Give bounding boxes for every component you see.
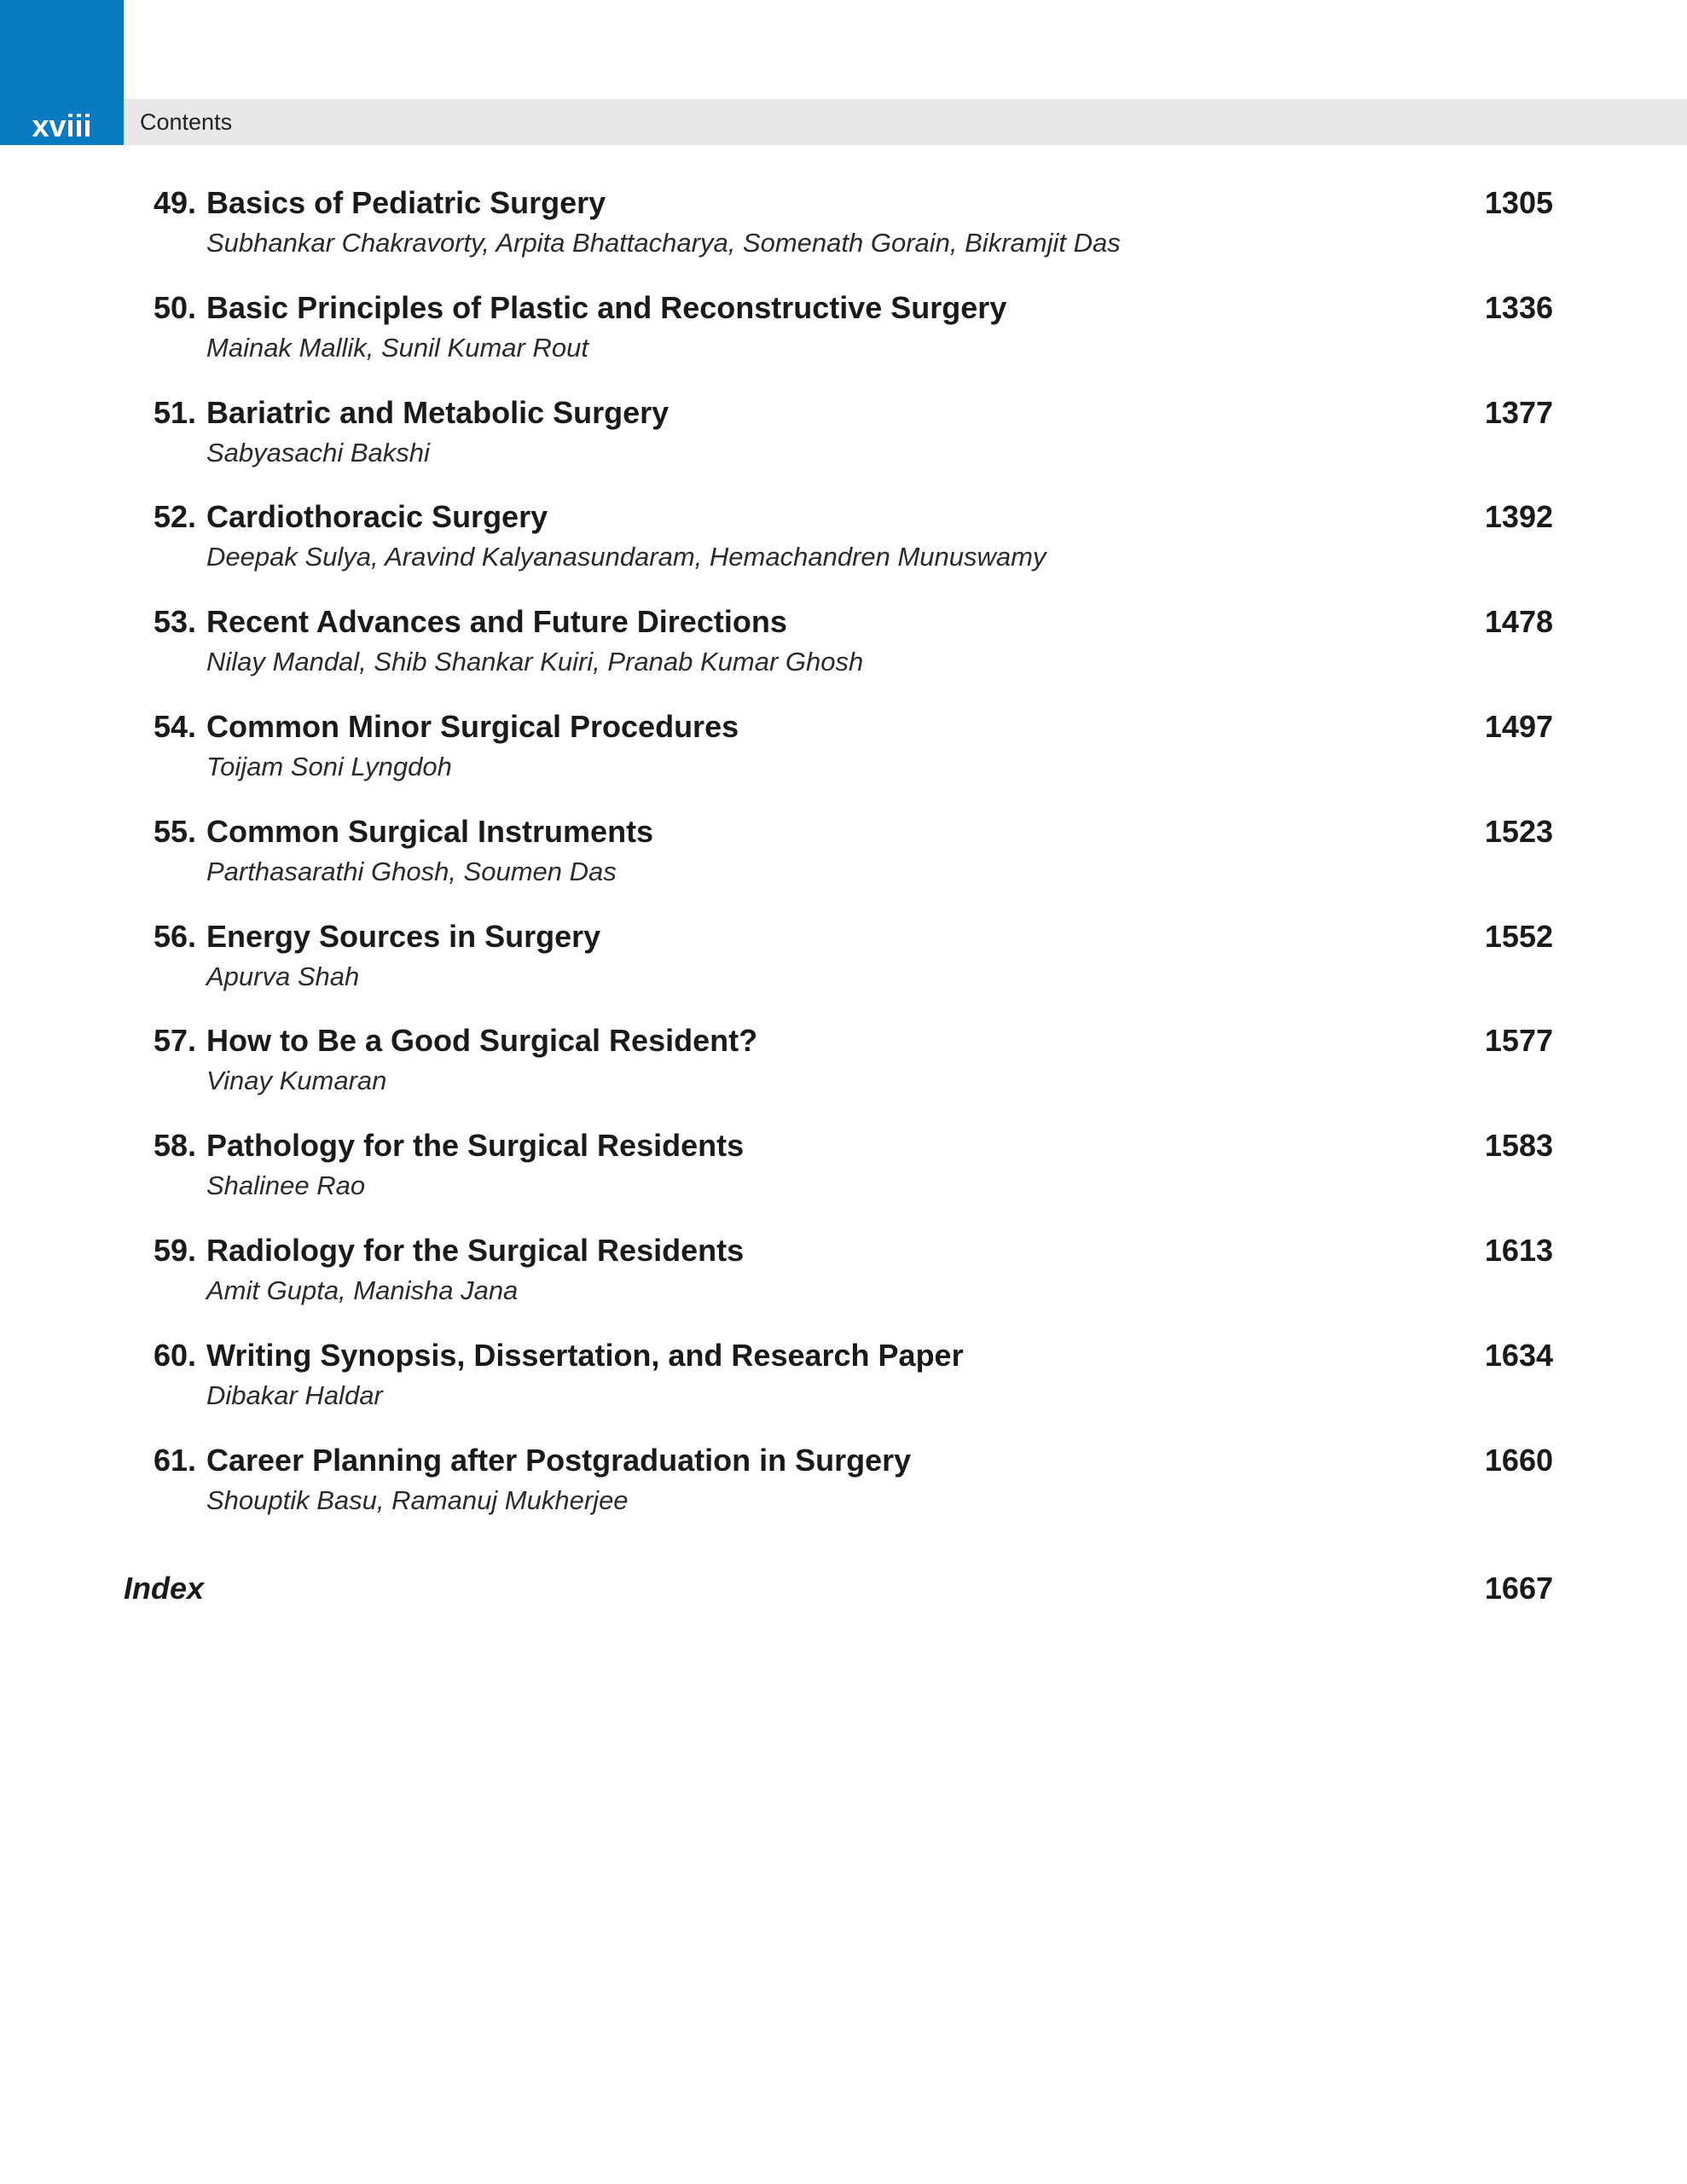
chapter-title[interactable]: Bariatric and Metabolic Surgery [206,394,670,430]
chapter-authors: Sabyasachi Bakshi [206,437,430,468]
page-number: xviii [32,108,92,143]
chapter-page: 1305 [1484,185,1553,220]
chapter-authors: Shalinee Rao [206,1170,366,1201]
toc-entry[interactable] [0,286,1687,391]
chapter-title[interactable]: Common Minor Surgical Procedures [206,708,739,744]
chapter-title[interactable]: Writing Synopsis, Dissertation, and Research Paper [206,1337,964,1373]
toc-entry[interactable] [0,1333,1687,1438]
chapter-page: 1478 [1484,604,1553,640]
chapter-authors: Dibakar Haldar [206,1380,383,1410]
chapter-number: 52. [153,499,196,535]
chapter-title[interactable]: Energy Sources in Surgery [206,918,601,954]
toc-entry[interactable] [0,181,1687,286]
chapter-title[interactable]: Cardiothoracic Surgery [206,499,548,535]
toc-entry[interactable] [0,915,1687,1019]
chapter-title[interactable]: How to Be a Good Surgical Resident? [206,1023,758,1059]
chapter-number: 50. [153,289,196,325]
chapter-number: 51. [153,394,196,430]
toc-entry[interactable] [0,600,1687,705]
chapter-page: 1613 [1484,1232,1553,1268]
table-of-contents [0,181,1687,1542]
toc-entry[interactable] [0,810,1687,915]
chapter-title[interactable]: Basic Principles of Plastic and Reconstructive Surgery [206,289,1007,325]
index-entry[interactable] [0,1566,1687,1611]
chapter-page: 1634 [1484,1337,1553,1373]
running-head: Contents [140,109,233,135]
chapter-page: 1497 [1484,708,1553,744]
toc-entry[interactable] [0,391,1687,496]
chapter-authors: Shouptik Basu, Ramanuj Mukherjee [206,1484,629,1515]
index-page: 1667 [1484,1571,1553,1606]
chapter-page: 1577 [1484,1023,1553,1059]
toc-entry[interactable] [0,1438,1687,1543]
chapter-page: 1336 [1484,289,1553,325]
chapter-authors: Nilay Mandal, Shib Shankar Kuiri, Pranab Kumar Ghosh [206,647,864,677]
toc-entry[interactable] [0,1019,1687,1124]
index-label[interactable]: Index [124,1571,205,1606]
chapter-page: 1377 [1484,394,1553,430]
chapter-authors: Parthasarathi Ghosh, Soumen Das [206,856,617,886]
chapter-authors: Amit Gupta, Manisha Jana [206,1275,519,1305]
chapter-page: 1552 [1484,918,1553,954]
chapter-title[interactable]: Pathology for the Surgical Residents [206,1128,745,1164]
chapter-number: 49. [153,185,196,220]
chapter-page: 1392 [1484,499,1553,535]
chapter-title[interactable]: Common Surgical Instruments [206,813,654,849]
toc-entry[interactable] [0,1124,1687,1228]
chapter-number: 59. [153,1232,196,1268]
chapter-page: 1660 [1484,1442,1553,1478]
chapter-authors: Apurva Shah [206,961,360,991]
chapter-title[interactable]: Radiology for the Surgical Residents [206,1232,745,1268]
toc-entry[interactable] [0,1228,1687,1333]
chapter-title[interactable]: Career Planning after Postgraduation in Surgery [206,1442,912,1478]
chapter-number: 56. [153,918,196,954]
chapter-authors: Toijam Soni Lyngdoh [206,751,452,781]
toc-entry[interactable] [0,495,1687,600]
chapter-number: 60. [153,1337,196,1373]
chapter-authors: Deepak Sulya, Aravind Kalyanasundaram, Hemachandren Munuswamy [206,542,1046,572]
chapter-authors: Mainak Mallik, Sunil Kumar Rout [206,332,588,363]
chapter-number: 61. [153,1442,196,1478]
chapter-page: 1583 [1484,1128,1553,1164]
chapter-authors: Subhankar Chakravorty, Arpita Bhattacharya, Somenath Gorain, Bikramjit Das [206,228,1121,258]
header-band [124,99,1687,145]
chapter-authors: Vinay Kumaran [206,1066,387,1096]
chapter-number: 55. [153,813,196,849]
toc-entry[interactable] [0,705,1687,810]
chapter-number: 54. [153,708,196,744]
chapter-page: 1523 [1484,813,1553,849]
chapter-number: 53. [153,604,196,640]
chapter-number: 57. [153,1023,196,1059]
chapter-title[interactable]: Basics of Pediatric Surgery [206,185,606,220]
chapter-number: 58. [153,1128,196,1164]
chapter-title[interactable]: Recent Advances and Future Directions [206,604,787,640]
